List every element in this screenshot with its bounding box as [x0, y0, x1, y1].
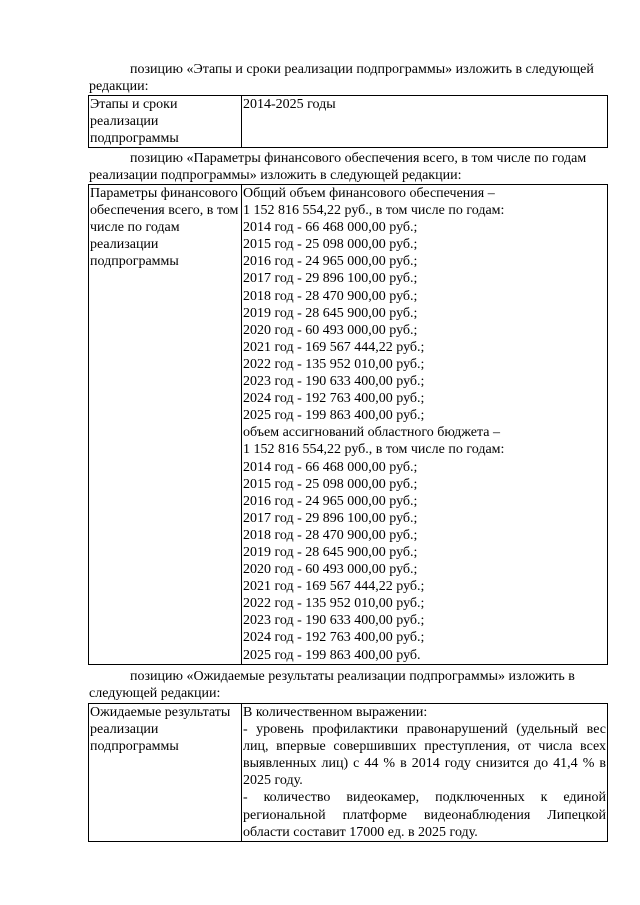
financing-line: 2016 год - 24 965 000,00 руб.; — [243, 493, 418, 509]
financing-line: Общий объем финансового обеспечения – — [243, 186, 495, 201]
financing-line: 2016 год - 24 965 000,00 руб.; — [243, 254, 418, 270]
financing-line: 2019 год - 28 645 900,00 руб.; — [243, 305, 418, 321]
financing-line: 2020 год - 60 493 000,00 руб.; — [243, 322, 418, 338]
financing-line: 1 152 816 554,22 руб., в том числе по годам: — [243, 442, 505, 458]
intro-paragraph-financing: позицию «Параметры финансового обеспечения всего, в том числе по годам реализации подпрограммы» изложить в следующей редакции: — [89, 151, 587, 183]
financing-line: 2022 год - 135 952 010,00 руб.; — [243, 356, 425, 372]
financing-line: 2017 год - 29 896 100,00 руб.; — [243, 271, 418, 287]
label-cell-financing: Параметры финансового обеспечения всего, в том числе по годам реализации подпрограммы — [89, 185, 242, 665]
content-cell-results — [242, 704, 608, 842]
results-heading: В количественном выражении: — [243, 705, 428, 720]
financing-line: 1 152 816 554,22 руб., в том числе по годам: — [243, 203, 505, 219]
financing-line: 2020 год - 60 493 000,00 руб.; — [243, 562, 418, 578]
financing-line: 2015 год - 25 098 000,00 руб.; — [243, 237, 418, 253]
financing-line: 2023 год - 190 633 400,00 руб.; — [243, 613, 425, 629]
intro-paragraph-stages: позицию «Этапы и сроки реализации подпрограммы» изложить в следующей редакции: — [89, 62, 594, 94]
financing-line: 2023 год - 190 633 400,00 руб.; — [243, 374, 425, 390]
financing-line: 2019 год - 28 645 900,00 руб.; — [243, 544, 418, 560]
financing-line: 2025 год - 199 863 400,00 руб. — [243, 647, 421, 663]
label-cell-stages: Этапы и сроки реализации подпрограммы — [89, 96, 242, 148]
results-item-cameras: - количество видеокамер, подключенных к единой региональной платформе видеонаблюдения Липецкой области составит 17000 ед. в 2025 году. — [243, 790, 606, 840]
financing-line: 2014 год - 66 468 000,00 руб.; — [243, 459, 418, 475]
financing-line: 2015 год - 25 098 000,00 руб.; — [243, 476, 418, 492]
intro-paragraph-results: позицию «Ожидаемые результаты реализации подпрограммы» изложить в следующей редакции: — [89, 669, 575, 701]
results-item-prevention: - уровень профилактики правонарушений (удельный вес лиц, впервые совершивших преступления, от числа всех выявленных лиц) с 44 % в 2014 году снизится до 41,4 % в 2025 году. — [243, 722, 606, 789]
label-cell-results: Ожидаемые результаты реализации подпрограммы — [89, 704, 242, 842]
financing-line: объем ассигнований областного бюджета – — [243, 425, 500, 441]
financing-line: 2022 год - 135 952 010,00 руб.; — [243, 596, 425, 612]
financing-line: 2014 год - 66 468 000,00 руб.; — [243, 220, 418, 236]
table-financing — [88, 184, 608, 665]
financing-line: 2021 год - 169 567 444,22 руб.; — [243, 339, 425, 355]
financing-line: 2024 год - 192 763 400,00 руб.; — [243, 630, 425, 646]
financing-line: 2018 год - 28 470 900,00 руб.; — [243, 527, 418, 543]
financing-line: 2018 год - 28 470 900,00 руб.; — [243, 288, 418, 304]
content-cell-stages: 2014-2025 годы — [242, 96, 608, 148]
financing-line: 2021 год - 169 567 444,22 руб.; — [243, 579, 425, 595]
financing-line: 2017 год - 29 896 100,00 руб.; — [243, 510, 418, 526]
content-cell-financing — [242, 185, 608, 665]
financing-line: 2024 год - 192 763 400,00 руб.; — [243, 391, 425, 407]
table-results — [88, 703, 608, 842]
table-stages — [88, 95, 608, 148]
financing-line: 2025 год - 199 863 400,00 руб.; — [243, 408, 425, 424]
